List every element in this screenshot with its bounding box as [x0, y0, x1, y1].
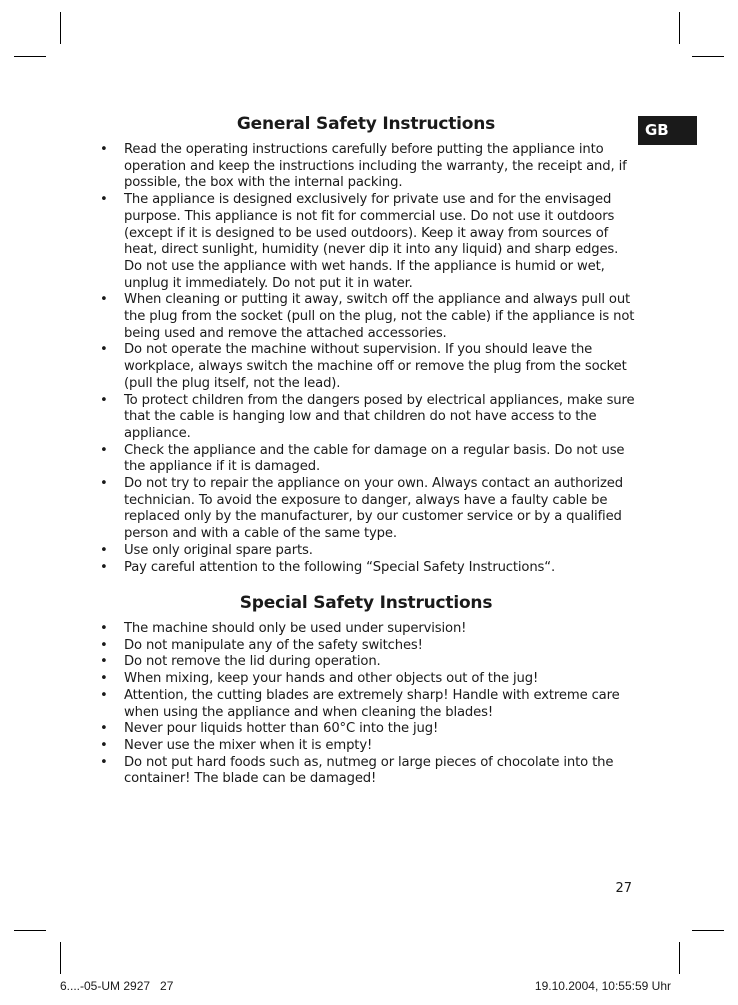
list-item: • Do not operate the machine without supervision. If you should leave the workplace, always switch the machine off or remove the plug from the socket (pull the plug itself, not the lead).	[100, 342, 640, 392]
list-item: • Do not try to repair the appliance on your own. Always contact an authorized technician. To avoid the exposure to danger, always have a faulty cable be replaced only by the manufacturer, by our customer service or by a qualified person and with a cable of the same type.	[100, 476, 640, 543]
special-safety-heading: Special Safety Instructions	[239, 593, 493, 613]
list-item: • Check the appliance and the cable for damage on a regular basis. Do not use the appliance if it is damaged.	[100, 443, 640, 476]
list-item: • Pay careful attention to the following “Special Safety Instructions“.	[100, 560, 640, 577]
crop-mark-bottom-right-vertical	[679, 942, 680, 974]
list-item: • When mixing, keep your hands and other objects out of the jug!	[100, 671, 640, 688]
list-item: • When cleaning or putting it away, switch off the appliance and always pull out the plug from the socket (pull on the plug, not the cable) if the appliance is not being used and remove the attached accessories.	[100, 292, 640, 342]
list-item: • The appliance is designed exclusively for private use and for the envisaged purpose. This appliance is not fit for commercial use. Do not use it outdoors (except if it is designed to be used outdoors). Keep it away from sources of heat, direct sunlight, humidity (never dip it into any liquid) and sharp edges. Do not use the appliance with wet hands. If the appliance is humid or wet, unplug it immediately. Do not put it in water.	[100, 192, 640, 292]
language-tab: GB	[638, 116, 697, 145]
list-item: • Use only original spare parts.	[100, 543, 640, 560]
footer-file-info: 6....-05-UM 2927 27	[60, 979, 174, 993]
crop-mark-top-right-vertical	[679, 12, 680, 44]
list-item: • The machine should only be used under supervision!	[100, 621, 640, 638]
crop-mark-top-left-horizontal	[14, 56, 46, 57]
crop-mark-bottom-left-vertical	[60, 942, 61, 974]
general-safety-list	[100, 142, 640, 576]
list-item: • Attention, the cutting blades are extremely sharp! Handle with extreme care when using the appliance and when cleaning the blades!	[100, 688, 640, 721]
list-item: • Read the operating instructions carefully before putting the appliance into operation and keep the instructions including the warranty, the receipt and, if possible, the box with the internal packing.	[100, 142, 640, 192]
crop-mark-bottom-left-horizontal	[14, 930, 46, 931]
crop-mark-top-right-horizontal	[692, 56, 724, 57]
list-item: • Do not remove the lid during operation.	[100, 654, 640, 671]
crop-mark-bottom-right-horizontal	[692, 930, 724, 931]
list-item: • Never use the mixer when it is empty!	[100, 738, 640, 755]
list-item: • To protect children from the dangers posed by electrical appliances, make sure that the cable is hanging low and that children do not have access to the appliance.	[100, 393, 640, 443]
page-number: 27	[615, 881, 632, 896]
list-item: • Do not put hard foods such as, nutmeg or large pieces of chocolate into the container! The blade can be damaged!	[100, 755, 640, 788]
footer-timestamp: 19.10.2004, 10:55:59 Uhr	[534, 979, 671, 993]
list-item: • Do not manipulate any of the safety switches!	[100, 638, 640, 655]
crop-mark-top-left-vertical	[60, 12, 61, 44]
list-item: • Never pour liquids hotter than 60°C into the jug!	[100, 721, 640, 738]
general-safety-heading: General Safety Instructions	[236, 114, 496, 134]
special-safety-list	[100, 621, 640, 788]
